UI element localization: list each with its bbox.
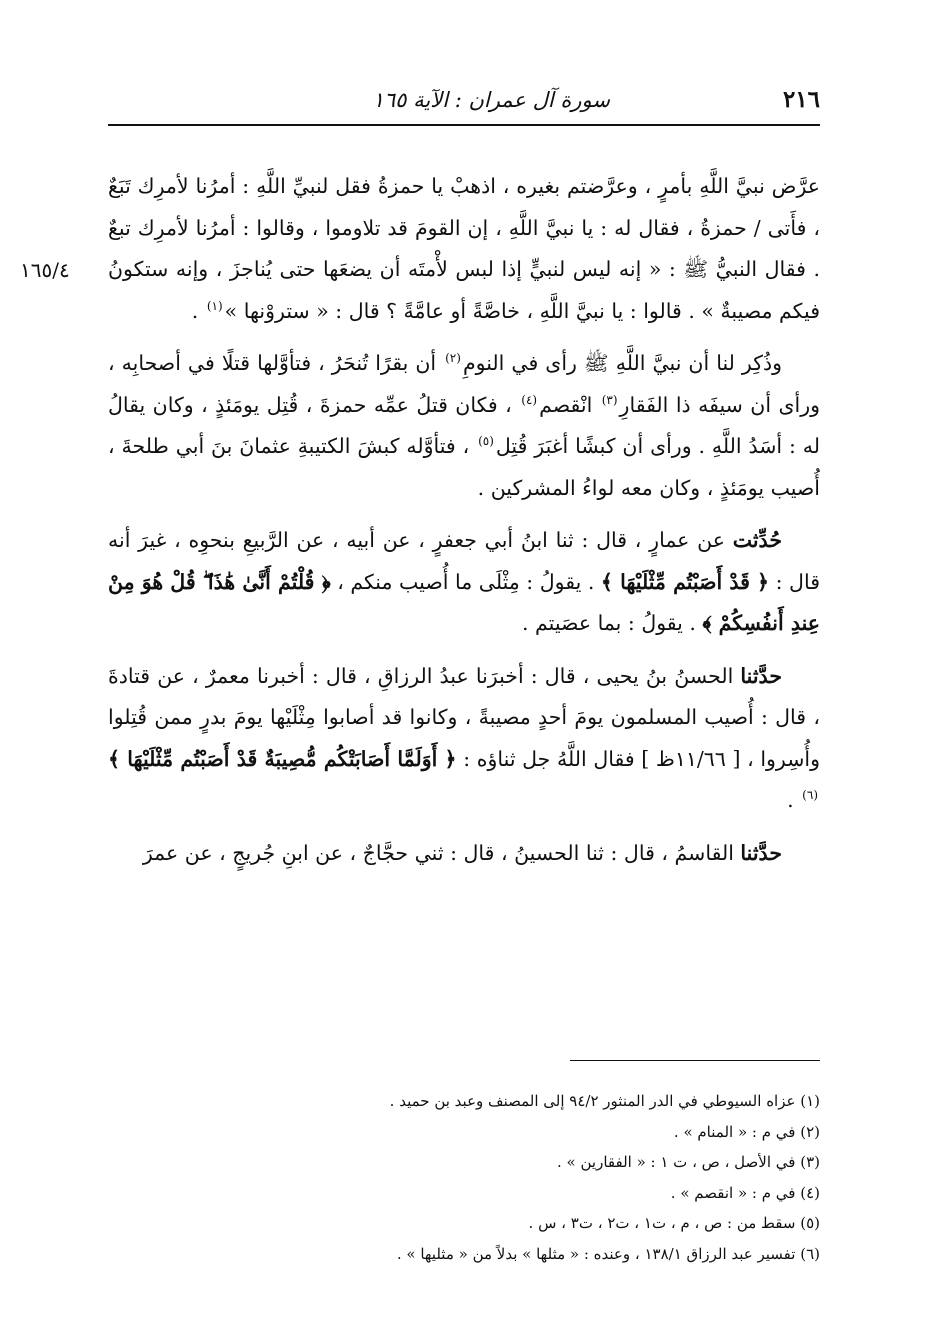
footnotes-list [108, 1086, 820, 1269]
running-title: سورة آل عمران : الآية ١٦٥ [372, 88, 610, 112]
text-run: عرَّض نبيَّ اللَّهِ بأمرٍ ، وعرَّضتم بغيره ، اذهبْ يا حمزةُ فقل لنبيِّ اللَّهِ : أمرُنا لأمرِك تَبَعٌ ، فأَتى / حمزةُ ، فقال له : يا نبيَّ اللَّهِ ، إن القومَ قد تلاوموا ، وقالوا : أمرُنا لأمرِك تبعٌ . فقال النبيُّ ﷺ : « إنه ليس لنبيٍّ إذا لبس لأْمتَه أن يضعَها حتى يُناجزَ ، وإنه ستكونُ فيكم مصيبةٌ » . قالوا : يا نبيَّ اللَّهِ ، خاصَّةً أو عامَّةً ؟ قال : « ستروْنها » [108, 174, 820, 323]
footnote: (٥) سقط من : ص ، م ، ت١ ، ت٢ ، ت٣ ، س . [528, 1214, 820, 1232]
paragraph [108, 656, 820, 822]
footnote-ref: (٢) [445, 351, 461, 366]
page-number: ٢١٦ [782, 86, 820, 113]
margin-reference: ١٦٥/٤ [20, 258, 70, 282]
text-run: ، فتأوَّله كبشَ الكتيبةِ عثمانَ بنَ أبي طلحةَ ، أُصيب يومَئذٍ ، وكان معه لواءُ المشركين . [108, 434, 820, 500]
header-rule [108, 124, 820, 126]
footnote: (٢) في م : « المنام » . [673, 1122, 820, 1141]
footnote-ref: (٦) [802, 788, 818, 803]
text-run: ، فكان قتلُ عمِّه حمزةَ ، قُتِل يومَئذٍ ، وكان يقالُ له : أسَدُ اللَّهِ . ورأى أن كبشًا أغبَرَ قُتِل [108, 392, 820, 458]
footnote-ref: (٤) [521, 392, 538, 407]
paragraph [108, 166, 820, 332]
quran-quote: ﴿ قُلْتُمْ أَنَّىٰ هَٰذَا ۖ قُلْ هُوَ مِنْ عِندِ أَنفُسِكُمْ ﴾ [108, 569, 820, 635]
isnad-lead: حُدِّثت [732, 528, 782, 552]
footnote: (٤) في م : « انقصم » . [670, 1183, 820, 1202]
page-header [108, 80, 820, 120]
text-run: . [787, 788, 801, 812]
text-run: . يقولُ : مِثْلَى ما أُصيب منكم ، [330, 569, 601, 594]
text-run: القاسمُ ، قال : ثنا الحسينُ ، قال : ثني حجَّاجٌ ، عن ابنِ جُريجٍ ، عن عمرَ [142, 840, 741, 865]
text-run: أن بقرًا تُنحَرُ ، فتأوَّلها قتلًا في أصحابِه ، ورأى أن سيفَه ذا الفَقارِ [108, 351, 820, 417]
footnote: (٦) تفسير عبد الرزاق ١٣٨/١ ، وعنده : « مثلها » بدلاً من « مثليها » . [396, 1244, 820, 1263]
paragraph [108, 833, 820, 875]
footnote-ref: (٥) [478, 434, 494, 449]
isnad-lead: حدَّثنا [740, 840, 782, 865]
text-run: انْقصم [539, 392, 600, 417]
footnote: (٣) في الأصل ، ص ، ت ١ : « الفقارين » . [557, 1153, 820, 1171]
footnote-separator [570, 1060, 820, 1061]
quran-quote: ﴿ أَوَلَمَّا أَصَابَتْكُم مُّصِيبَةٌ قَدْ أَصَبْتُم مِّثْلَيْهَا ﴾ [108, 746, 457, 771]
footnote: (١) عزاه السيوطي في الدر المنثور ٩٤/٢ إلى المصنف وعبد بن حميد . [389, 1092, 820, 1110]
footnote-ref: (٣) [601, 392, 618, 407]
paragraph [108, 343, 820, 509]
quran-quote: ﴿ قَدْ أَصَبْتُم مِّثْلَيْهَا ﴾ [600, 569, 770, 594]
paragraph [108, 520, 820, 645]
text-run: . [191, 298, 205, 323]
text-run: الحسنُ بنُ يحيى ، قال : أخبرَنا عبدُ الرزاقِ ، قال : أخبرنا معمرٌ ، عن قتادةَ ، قال : أُصيب المسلمون يومَ أحدٍ مصيبةً ، وكانوا قد أصابوا مِثْلَيْها يومَ بدرٍ ممن قُتِلوا وأُسِروا ، [ ١١/٦٦ظ ] فقال اللَّهُ جل ثناؤه : [108, 663, 821, 771]
text-run: عن عمارٍ ، قال : ثنا ابنُ أبي جعفرٍ ، عن أبيه ، عن الرَّبيعِ بنحوِه ، غيرَ أنه قال : [108, 528, 820, 594]
isnad-lead: حدَّثنا [740, 663, 782, 688]
text-run: وذُكِر لنا أن نبيَّ اللَّهِ ﷺ رأى في النومِ [462, 351, 782, 375]
main-text [108, 166, 820, 874]
footnote-ref: (١) [206, 298, 223, 313]
text-run: . يقولُ : بما عصَيتم . [522, 611, 703, 635]
